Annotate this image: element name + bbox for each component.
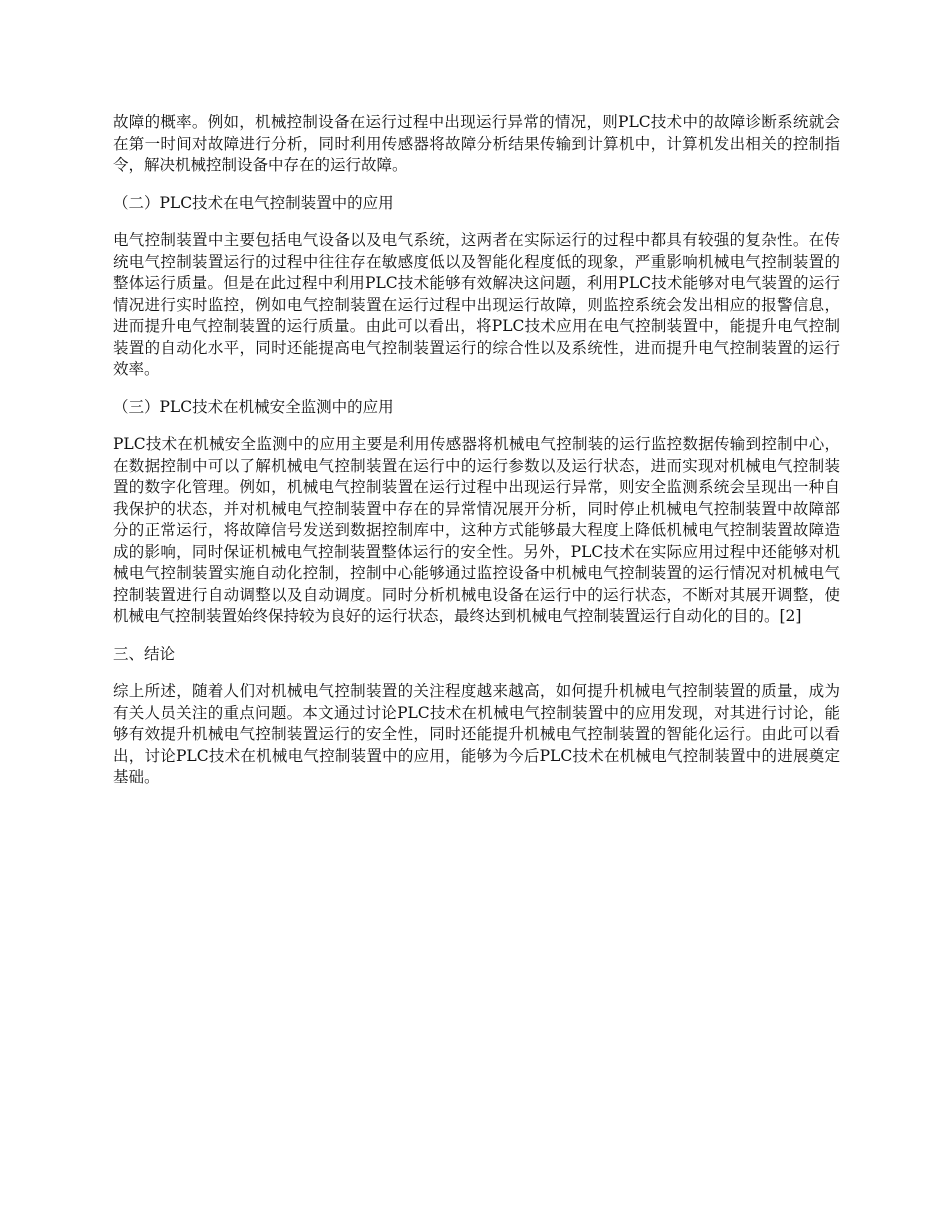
- document-page: [113, 112, 840, 805]
- paragraph-conclusion: 综上所述，随着人们对机械电气控制装置的关注程度越来越高，如何提升机械电气控制装置的质量，成为有关人员关注的重点问题。本文通过讨论PLC技术在机械电气控制装置中的应用发现，对其进行讨论，能够有效提升机械电气控制装置运行的安全性，同时还能提升机械电气控制装置的智能化运行。由此可以看出，讨论PLC技术在机械电气控制装置中的应用，能够为今后PLC技术在机械电气控制装置中的进展奠定基础。: [113, 682, 840, 786]
- paragraph-safety-monitoring: PLC技术在机械安全监测中的应用主要是利用传感器将机械电气控制装的运行监控数据传输到控制中心，在数据控制中可以了解机械电气控制装置在运行中的运行参数以及运行状态，进而实现对机械电气控制装置的数字化管理。例如，机械电气控制装置在运行过程中出现运行异常，则安全监测系统会呈现出一种自我保护的状态，并对机械电气控制装置中存在的异常情况展开分析，同时停止机械电气控制装置中故障部分的正常运行，将故障信号发送到数据控制库中，这种方式能够最大程度上降低机械电气控制装置故障造成的影响，同时保证机械电气控制装置整体运行的安全性。另外，PLC技术在实际应用过程中还能够对机械电气控制装置实施自动化控制，控制中心能够通过监控设备中机械电气控制装置的运行情况对机械电气控制装置进行自动调整以及自动调度。同时分析机械电设备在运行中的运行状态，不断对其展开调整，使机械电气控制装置始终保持较为良好的运行状态，最终达到机械电气控制装置运行自动化的目的。[2]: [113, 435, 840, 625]
- paragraph-fault-diagnosis: 故障的概率。例如，机械控制设备在运行过程中出现运行异常的情况，则PLC技术中的故障诊断系统就会在第一时间对故障进行分析，同时利用传感器将故障分析结果传输到计算机中，计算机发出相关的控制指令，解决机械控制设备中存在的运行故障。: [113, 113, 840, 174]
- heading-electrical-control-application: （二）PLC技术在电气控制装置中的应用: [113, 193, 394, 212]
- paragraph-electrical-control: 电气控制装置中主要包括电气设备以及电气系统，这两者在实际运行的过程中都具有较强的复杂性。在传统电气控制装置运行的过程中往往存在敏感度低以及智能化程度低的现象，严重影响机械电气控制装置的整体运行质量。但是在此过程中利用PLC技术能够有效解决这问题，利用PLC技术能够对电气装置的运行情况进行实时监控，例如电气控制装置在运行过程中出现运行故障，则监控系统会发出相应的报警信息，进而提升电气控制装置的运行质量。由此可以看出，将PLC技术应用在电气控制装置中，能提升电气控制装置的自动化水平，同时还能提高电气控制装置运行的综合性以及系统性，进而提升电气控制装置的运行效率。: [113, 231, 840, 378]
- heading-safety-monitoring-application: （三）PLC技术在机械安全监测中的应用: [113, 397, 394, 416]
- heading-conclusion: 三、结论: [113, 644, 176, 663]
